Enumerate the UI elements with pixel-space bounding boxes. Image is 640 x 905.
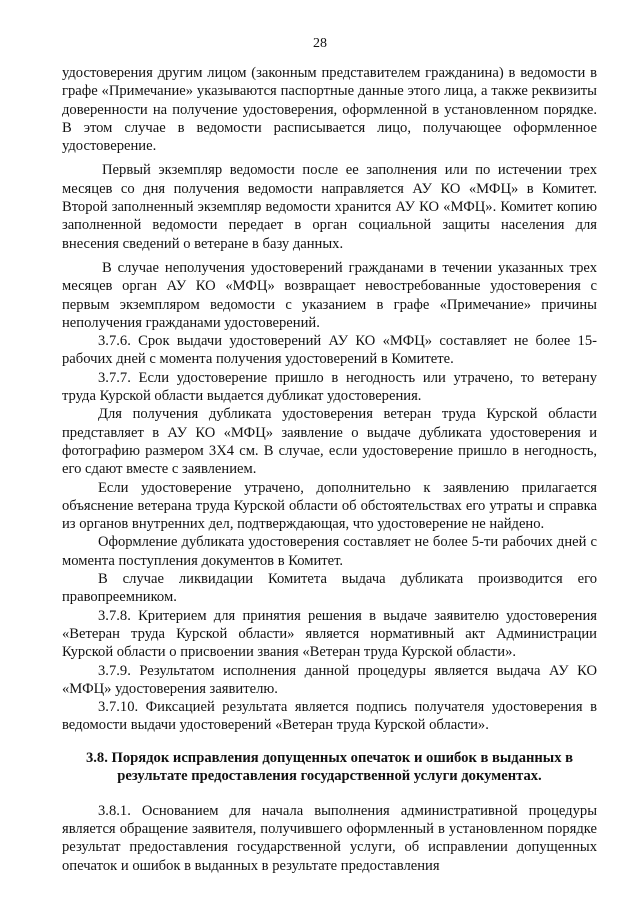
paragraph-3: В случае неполучения удостоверений гражданами в течении указанных трех месяцев орган АУ КО «МФЦ» возвращает невостребованные удостоверения с первым экземпляром ведомости с указанием в графе «Примечание» причины неполучения гражданами удостоверений. (62, 259, 597, 331)
paragraph-1: удостоверения другим лицом (законным представителем гражданина) в ведомости в графе «Примечание» указываются паспортные данные этого лица, а также реквизиты доверенности на получение удостоверения, оформленной в установленном порядке. В этом случае в ведомости расписывается лицо, получающее оформленное удостоверение. (62, 65, 597, 155)
section-heading-3-8: 3.8. Порядок исправления допущенных опечаток и ошибок в выданных в результате предоставления государственной услуги документах. (85, 749, 574, 785)
paragraph-3-7-10: 3.7.10. Фиксацией результата является подпись получателя удостоверения в ведомости выдачи удостоверений «Ветеран труда Курской области». (62, 699, 597, 734)
paragraph-3-8-1: 3.8.1. Основанием для начала выполнения административной процедуры является обращение заявителя, получившего оформленный в установленном порядке результат предоставления государственной услуги, об исправлении допущенных опечаток и ошибок в выданных в результате предоставления (62, 802, 597, 874)
paragraph-3-7-8: 3.7.8. Критерием для принятия решения в выдаче заявителю удостоверения «Ветеран труда Курской области» является нормативный акт Администрации Курской области о присвоении звания «Ветеран труда Курской области». (62, 607, 597, 661)
paragraph-3-7-9: 3.7.9. Результатом исполнения данной процедуры является выдача АУ КО «МФЦ» удостоверения заявителю. (62, 662, 597, 697)
paragraph-3-7-6: 3.7.6. Срок выдачи удостоверений АУ КО «МФЦ» составляет не более 15-рабочих дней с момента получения удостоверений в Комитете. (62, 333, 597, 368)
paragraph-duplicate-term: Оформление дубликата удостоверения составляет не более 5-ти рабочих дней с момента поступления документов в Комитет. (62, 534, 597, 569)
document-body (62, 64, 597, 875)
paragraph-liquidation: В случае ликвидации Комитета выдача дубликата производится его правопреемником. (62, 571, 597, 606)
paragraph-lost-certificate: Если удостоверение утрачено, дополнительно к заявлению прилагается объяснение ветерана труда Курской области об обстоятельствах его утраты и справка из органов внутренних дел, подтверждающая, что удостоверение не найдено. (62, 479, 597, 533)
paragraph-2: Первый экземпляр ведомости после ее заполнения или по истечении трех месяцев со дня получения ведомости направляется АУ КО «МФЦ» в Комитет. Второй заполненный экземпляр ведомости хранится АУ КО «МФЦ». Комитет копию заполненной ведомости передает в орган социальной защиты населения для внесения сведений о ветеране в базу данных. (62, 162, 597, 252)
paragraph-3-7-7: 3.7.7. Если удостоверение пришло в негодность или утрачено, то ветерану труда Курской области выдается дубликат удостоверения. (62, 369, 597, 405)
page-number: 28 (313, 36, 327, 51)
paragraph-duplicate-request: Для получения дубликата удостоверения ветеран труда Курской области представляет в АУ КО «МФЦ» заявление о выдаче дубликата удостоверения и фотографию размером 3Х4 см. В случае, если удостоверение пришло в негодность, его сдают вместе с заявлением. (62, 406, 597, 478)
